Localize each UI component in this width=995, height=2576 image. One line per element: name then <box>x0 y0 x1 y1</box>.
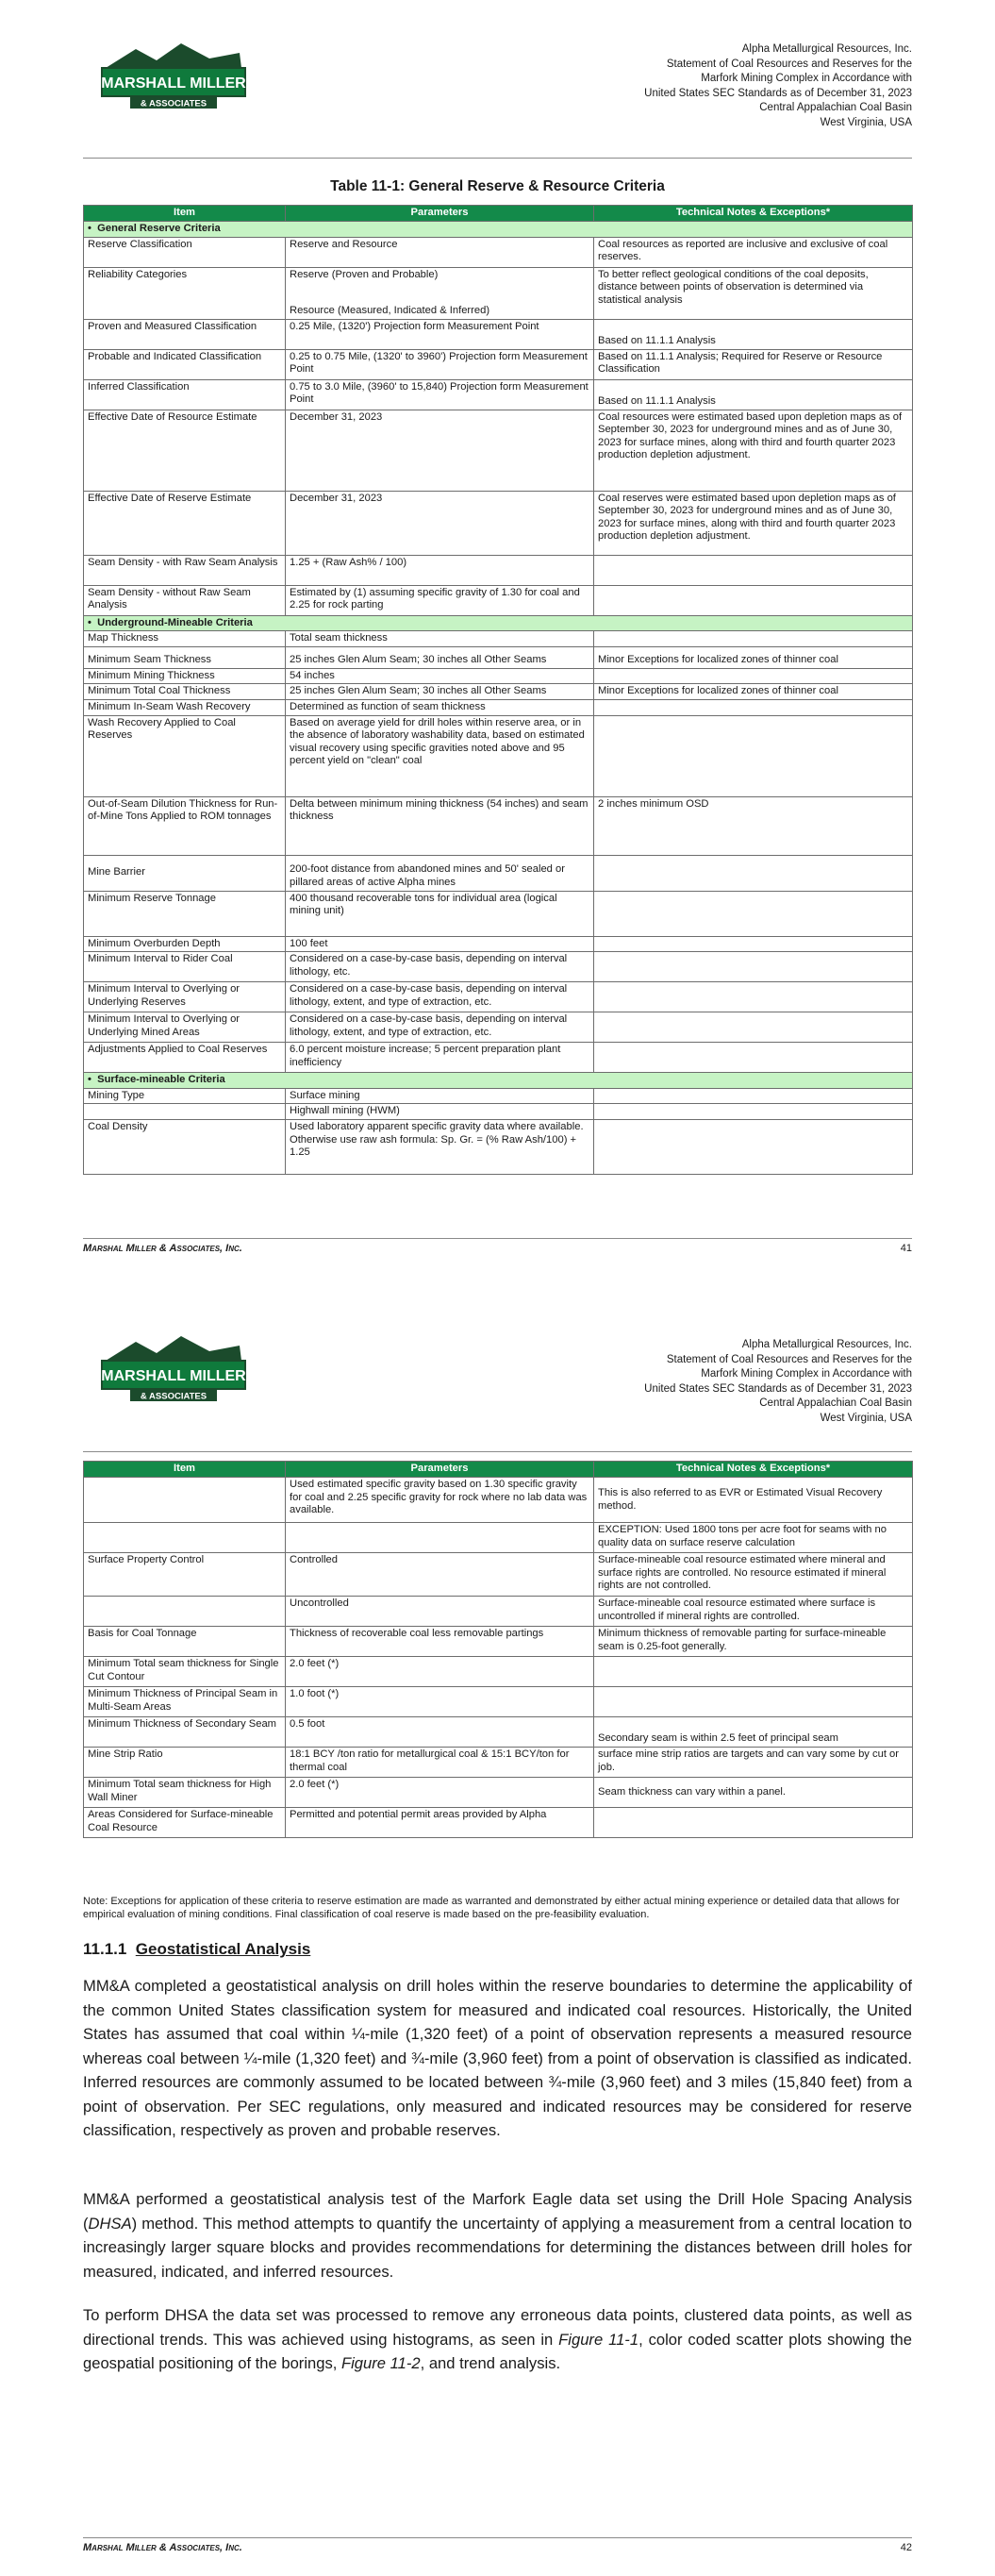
cell-item: Minimum Interval to Rider Coal <box>84 952 286 982</box>
header-rule <box>83 1451 912 1452</box>
cell-item: Reliability Categories <box>84 267 286 319</box>
cell-item <box>84 1104 286 1120</box>
header-line-basin: Central Appalachian Coal Basin <box>759 1397 912 1409</box>
cell-parameters-line: Reserve (Proven and Probable) <box>290 268 439 280</box>
cell-item: Minimum Total seam thickness for Single Cut Contour <box>84 1657 286 1687</box>
cell-parameters: 0.75 to 3.0 Mile, (3960' to 15,840) Projection form Measurement Point <box>286 379 594 410</box>
cell-item <box>84 1523 286 1553</box>
cell-parameters: 0.5 foot <box>286 1717 594 1748</box>
col-header-notes: Technical Notes & Exceptions* <box>594 1462 913 1478</box>
table-row <box>84 1808 913 1838</box>
cell-item: Minimum Reserve Tonnage <box>84 891 286 936</box>
table-row <box>84 1088 913 1104</box>
cell-notes: Coal resources were estimated based upon depletion maps as of September 30, 2023 for underground mines and as of June 30, 2023 for surface mines, along with third and fourth quarter 2023 production depletion adjustment. <box>594 410 913 491</box>
cell-parameters: 2.0 feet (*) <box>286 1778 594 1808</box>
cell-notes: Surface-mineable coal resource estimated where surface is uncontrolled if mineral rights are controlled. <box>594 1597 913 1627</box>
svg-text:& ASSOCIATES: & ASSOCIATES <box>140 98 207 109</box>
document-page-42 <box>0 1307 995 2576</box>
table-row <box>84 555 913 585</box>
cell-parameters: Considered on a case-by-case basis, depending on interval lithology, etc. <box>286 952 594 982</box>
cell-parameters: Estimated by (1) assuming specific gravity of 1.30 for coal and 2.25 for rock parting <box>286 585 594 615</box>
svg-text:MARSHALL MILLER: MARSHALL MILLER <box>101 75 246 92</box>
marshall-miller-logo <box>98 40 249 113</box>
cell-parameters: Total seam thickness <box>286 631 594 647</box>
table-row <box>84 1553 913 1597</box>
cell-notes <box>594 555 913 585</box>
table-row <box>84 379 913 410</box>
cell-parameters: 54 inches <box>286 668 594 684</box>
cell-parameters: Permitted and potential permit areas provided by Alpha <box>286 1808 594 1838</box>
cell-parameters: Considered on a case-by-case basis, depending on interval lithology, extent, and type of extraction, etc. <box>286 1012 594 1043</box>
cell-item <box>84 1478 286 1523</box>
paragraph-processing: To perform DHSA the data set was processed to remove any erroneous data points, clustered data points, as well as directional trends. This was achieved using histograms, as seen in Figure 11-1, color coded scatter plots showing the geospatial positioning of the borings, Figure 11-2, and trend analysis. <box>83 2306 913 2372</box>
cell-parameters: Used estimated specific gravity based on 1.30 specific gravity for coal and 2.25 specific gravity for rock where no lab data was available. <box>286 1478 594 1523</box>
cell-item: Wash Recovery Applied to Coal Reserves <box>84 715 286 796</box>
table-row <box>84 936 913 952</box>
footer-company: Marshal Miller & Associates, Inc. <box>83 1243 242 1254</box>
table-title: Table 11-1: General Reserve & Resource Criteria <box>330 178 665 194</box>
cell-item: Map Thickness <box>84 631 286 647</box>
page-number: 42 <box>900 2542 912 2553</box>
cell-item: Minimum Interval to Overlying or Underlying Mined Areas <box>84 1012 286 1043</box>
cell-item: Minimum Total seam thickness for High Wall Miner <box>84 1778 286 1808</box>
document-page-41 <box>0 0 995 1279</box>
table-row <box>84 1657 913 1687</box>
footer-rule <box>83 2537 912 2538</box>
col-header-item: Item <box>84 206 286 222</box>
cell-parameters: 6.0 percent moisture increase; 5 percent preparation plant inefficiency <box>286 1043 594 1073</box>
footer-company: Marshal Miller & Associates, Inc. <box>83 2542 242 2553</box>
page-separator <box>0 1279 995 1307</box>
header-line-company: Alpha Metallurgical Resources, Inc. <box>741 1339 912 1350</box>
section-surface: • Surface-mineable Criteria <box>88 1074 225 1085</box>
header-rule <box>83 158 912 159</box>
cell-notes: EXCEPTION: Used 1800 tons per acre foot for seams with no quality data on surface reserve calculation <box>594 1523 913 1553</box>
section-heading <box>83 1940 310 1959</box>
cell-notes: surface mine strip ratios are targets and can vary some by cut or job. <box>594 1748 913 1778</box>
cell-item: Mine Barrier <box>84 855 286 891</box>
cell-notes <box>594 1088 913 1104</box>
cell-parameters: 18:1 BCY /ton ratio for metallurgical coal & 15:1 BCY/ton for thermal coal <box>286 1748 594 1778</box>
header-line-standards: United States SEC Standards as of December 31, 2023 <box>644 1382 912 1395</box>
cell-parameters: 25 inches Glen Alum Seam; 30 inches all Other Seams <box>286 684 594 700</box>
cell-parameters: Used laboratory apparent specific gravity data where available. Otherwise use raw ash formula: Sp. Gr. = (% Raw Ash/100) + 1.25 <box>286 1119 594 1174</box>
cell-item: Reserve Classification <box>84 237 286 267</box>
cell-notes <box>594 891 913 936</box>
cell-notes <box>594 699 913 715</box>
table-header-row <box>84 1462 913 1478</box>
cell-notes <box>594 1119 913 1174</box>
cell-parameters: 200-foot distance from abandoned mines and 50' sealed or pillared areas of active Alpha mines <box>286 855 594 891</box>
table-row <box>84 1597 913 1627</box>
col-header-parameters: Parameters <box>286 1462 594 1478</box>
cell-notes: Seam thickness can vary within a panel. <box>594 1778 913 1808</box>
cell-notes <box>594 1043 913 1073</box>
cell-notes: 2 inches minimum OSD <box>594 796 913 855</box>
cell-item: Minimum Thickness of Principal Seam in Multi-Seam Areas <box>84 1687 286 1717</box>
cell-parameters: Determined as function of seam thickness <box>286 699 594 715</box>
table-row <box>84 1717 913 1748</box>
section-number: 11.1.1 <box>83 1940 127 1958</box>
table-header-row <box>84 206 913 222</box>
cell-parameters: 100 feet <box>286 936 594 952</box>
cell-parameters-line: Resource (Measured, Indicated & Inferred) <box>290 305 490 316</box>
cell-notes <box>594 936 913 952</box>
cell-parameters: 2.0 feet (*) <box>286 1657 594 1687</box>
col-header-item: Item <box>84 1462 286 1478</box>
cell-item: Minimum Seam Thickness <box>84 646 286 668</box>
header-line-standards: United States SEC Standards as of December 31, 2023 <box>644 87 912 99</box>
marshall-miller-logo <box>98 1332 249 1406</box>
page-number: 41 <box>900 1243 912 1254</box>
table-row <box>84 1748 913 1778</box>
cell-parameters: Highwall mining (HWM) <box>286 1104 594 1120</box>
cell-parameters: 0.25 to 0.75 Mile, (1320' to 3960') Projection form Measurement Point <box>286 349 594 379</box>
table-row <box>84 891 913 936</box>
cell-parameters <box>286 267 594 319</box>
cell-item: Surface Property Control <box>84 1553 286 1597</box>
table-row <box>84 491 913 555</box>
cell-parameters: 25 inches Glen Alum Seam; 30 inches all Other Seams <box>286 646 594 668</box>
cell-parameters: 1.0 foot (*) <box>286 1687 594 1717</box>
section-row <box>84 615 913 631</box>
figure-11-1-ref: Figure 11-1 <box>558 2330 639 2349</box>
cell-parameters: Thickness of recoverable coal less removable partings <box>286 1627 594 1657</box>
cell-item: Minimum Interval to Overlying or Underlying Reserves <box>84 982 286 1012</box>
table-note: Note: Exceptions for application of these criteria to reserve estimation are made as warranted and demonstrated by either actual mining experience or detailed data that allows for empirical evaluation of mining conditions. Final classification of coal reserve is made based on the pre-feasibility evaluation. <box>83 1896 900 1920</box>
cell-parameters: Uncontrolled <box>286 1597 594 1627</box>
cell-notes <box>594 1687 913 1717</box>
cell-notes <box>594 668 913 684</box>
cell-notes: Minor Exceptions for localized zones of thinner coal <box>594 684 913 700</box>
cell-notes <box>594 585 913 615</box>
cell-notes: Secondary seam is within 2.5 feet of principal seam <box>594 1717 913 1748</box>
cell-item: Mining Type <box>84 1088 286 1104</box>
cell-notes <box>594 1012 913 1043</box>
table-row <box>84 1627 913 1657</box>
cell-item: Proven and Measured Classification <box>84 319 286 349</box>
cell-item: Coal Density <box>84 1119 286 1174</box>
figure-11-2-ref: Figure 11-2 <box>340 2354 421 2372</box>
cell-item: Minimum Overburden Depth <box>84 936 286 952</box>
cell-item: Adjustments Applied to Coal Reserves <box>84 1043 286 1073</box>
table-row <box>84 410 913 491</box>
table-row <box>84 952 913 982</box>
cell-notes: Minor Exceptions for localized zones of thinner coal <box>594 646 913 668</box>
table-row <box>84 631 913 647</box>
header-line-basin: Central Appalachian Coal Basin <box>759 102 912 113</box>
header-line-complex: Marfork Mining Complex in Accordance with <box>701 1368 912 1380</box>
cell-item: Seam Density - without Raw Seam Analysis <box>84 585 286 615</box>
header-line-statement: Statement of Coal Resources and Reserves for the <box>666 1353 912 1365</box>
cell-notes: This is also referred to as EVR or Estimated Visual Recovery method. <box>594 1478 913 1523</box>
cell-parameters: Considered on a case-by-case basis, depending on interval lithology, extent, and type of extraction, etc. <box>286 982 594 1012</box>
criteria-table <box>83 205 913 1175</box>
cell-notes <box>594 952 913 982</box>
cell-parameters: Delta between minimum mining thickness (54 inches) and seam thickness <box>286 796 594 855</box>
col-header-notes: Technical Notes & Exceptions* <box>594 206 913 222</box>
table-row <box>84 1012 913 1043</box>
table-row <box>84 982 913 1012</box>
table-row <box>84 646 913 668</box>
table-row <box>84 796 913 855</box>
cell-item <box>84 1597 286 1627</box>
cell-item: Probable and Indicated Classification <box>84 349 286 379</box>
table-row <box>84 237 913 267</box>
cell-item: Minimum Thickness of Secondary Seam <box>84 1717 286 1748</box>
cell-parameters: Controlled <box>286 1553 594 1597</box>
section-underground: • Underground-Mineable Criteria <box>88 617 253 628</box>
cell-item: Minimum In-Seam Wash Recovery <box>84 699 286 715</box>
paragraph-dhsa: MM&A performed a geostatistical analysis test of the Marfork Eagle data set using the Drill Hole Spacing Analysis (DHSA) method. This method attempts to quantify the uncertainty of applying a measurement from a central location to increasingly larger square blocks and provides recommendations for determining the distances between drill holes for measured, indicated, and inferred resources. <box>83 2190 912 2281</box>
paragraph-geostatistical: MM&A completed a geostatistical analysis on drill holes within the reserve boundaries to determine the applicability of the common United States classification system for measured and indicated coal resources. Historically, the United States has assumed that coal within ¼-mile (1,320 feet) of a point of observation represents a measured resource whereas coal between ¼-mile (1,320 feet) and ¾-mile (3,960 feet) from a point of observation is classified as indicated. Inferred resources are commonly assumed to be located between ¾-mile (3,960 feet) and 3 miles (15,840 feet) from a point of observation. Per SEC regulations, only measured and indicated resources may be considered for reserve classification, respectively as proven and probable reserves. <box>83 1977 912 2139</box>
cell-parameters: December 31, 2023 <box>286 410 594 491</box>
section-row <box>84 222 913 238</box>
document-header-text <box>516 42 912 130</box>
cell-notes <box>594 982 913 1012</box>
cell-parameters: 400 thousand recoverable tons for individual area (logical mining unit) <box>286 891 594 936</box>
section-general: • General Reserve Criteria <box>88 223 221 234</box>
svg-text:& ASSOCIATES: & ASSOCIATES <box>140 1391 207 1402</box>
table-row <box>84 1523 913 1553</box>
table-row <box>84 585 913 615</box>
cell-item: Minimum Total Coal Thickness <box>84 684 286 700</box>
cell-item: Basis for Coal Tonnage <box>84 1627 286 1657</box>
section-title: Geostatistical Analysis <box>135 1940 311 1958</box>
table-row <box>84 699 913 715</box>
cell-item: Minimum Mining Thickness <box>84 668 286 684</box>
cell-item: Seam Density - with Raw Seam Analysis <box>84 555 286 585</box>
dhsa-term: DHSA <box>88 2214 132 2233</box>
cell-item: Effective Date of Reserve Estimate <box>84 491 286 555</box>
cell-notes <box>594 631 913 647</box>
cell-notes: Based on 11.1.1 Analysis; Required for Reserve or Resource Classification <box>594 349 913 379</box>
cell-notes <box>594 1104 913 1120</box>
cell-notes: Surface-mineable coal resource estimated where mineral and surface rights are controlled. No resource estimated if mineral rights are not controlled. <box>594 1553 913 1597</box>
header-line-location: West Virginia, USA <box>820 116 912 128</box>
cell-parameters <box>286 1523 594 1553</box>
cell-parameters: Based on average yield for drill holes within reserve area, or in the absence of laboratory washability data, based on estimated visual recovery using specific gravities noted above and 95 percent yield on "clean" coal <box>286 715 594 796</box>
table-row <box>84 267 913 319</box>
cell-notes <box>594 1808 913 1838</box>
cell-parameters: December 31, 2023 <box>286 491 594 555</box>
cell-notes <box>594 1657 913 1687</box>
document-header-text <box>516 1338 912 1426</box>
cell-notes <box>594 855 913 891</box>
table-row <box>84 668 913 684</box>
table-row <box>84 1687 913 1717</box>
cell-item: Out-of-Seam Dilution Thickness for Run-of-Mine Tons Applied to ROM tonnages <box>84 796 286 855</box>
table-row <box>84 1478 913 1523</box>
cell-item: Effective Date of Resource Estimate <box>84 410 286 491</box>
cell-parameters: Surface mining <box>286 1088 594 1104</box>
cell-notes <box>594 715 913 796</box>
header-line-location: West Virginia, USA <box>820 1412 912 1424</box>
table-row <box>84 855 913 891</box>
table-row <box>84 1778 913 1808</box>
header-line-company: Alpha Metallurgical Resources, Inc. <box>741 43 912 55</box>
cell-item: Areas Considered for Surface-mineable Coal Resource <box>84 1808 286 1838</box>
cell-parameters: Reserve and Resource <box>286 237 594 267</box>
cell-notes: Based on 11.1.1 Analysis <box>594 379 913 410</box>
cell-parameters: 0.25 Mile, (1320') Projection form Measurement Point <box>286 319 594 349</box>
header-line-statement: Statement of Coal Resources and Reserves for the <box>666 58 912 70</box>
section-row <box>84 1073 913 1089</box>
svg-text:MARSHALL MILLER: MARSHALL MILLER <box>101 1368 246 1384</box>
cell-notes: Minimum thickness of removable parting for surface-mineable seam is 0.25-foot generally. <box>594 1627 913 1657</box>
table-row <box>84 1104 913 1120</box>
cell-notes: Based on 11.1.1 Analysis <box>594 319 913 349</box>
cell-notes: Coal reserves were estimated based upon depletion maps as of September 30, 2023 for underground mines and as of June 30, 2023 for surface mines, along with third and fourth quarter 2023 production depletion adjustment. <box>594 491 913 555</box>
table-row <box>84 319 913 349</box>
table-row <box>84 349 913 379</box>
header-line-complex: Marfork Mining Complex in Accordance with <box>701 73 912 84</box>
cell-notes: Coal resources as reported are inclusive and exclusive of coal reserves. <box>594 237 913 267</box>
cell-item: Inferred Classification <box>84 379 286 410</box>
table-row <box>84 684 913 700</box>
table-row <box>84 1043 913 1073</box>
table-row <box>84 1119 913 1174</box>
footer-rule <box>83 1238 912 1239</box>
cell-parameters: 1.25 + (Raw Ash% / 100) <box>286 555 594 585</box>
col-header-parameters: Parameters <box>286 206 594 222</box>
cell-notes: To better reflect geological conditions of the coal deposits, distance between points of observation is determined via statistical analysis <box>594 267 913 319</box>
table-row <box>84 715 913 796</box>
cell-item: Mine Strip Ratio <box>84 1748 286 1778</box>
criteria-table-continued <box>83 1461 913 1838</box>
